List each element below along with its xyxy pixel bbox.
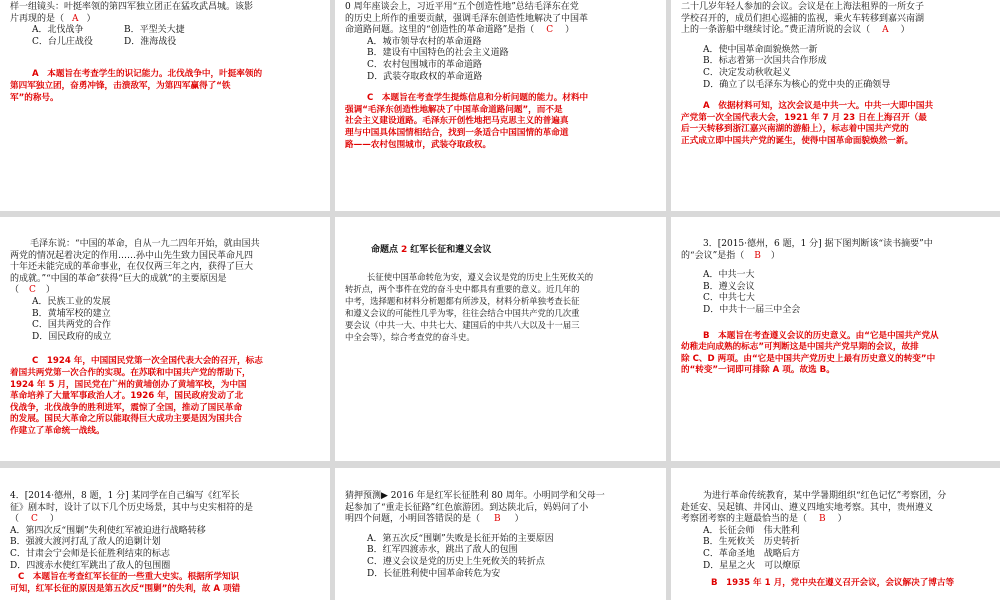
option: C．农村包围城市的革命道路 bbox=[367, 59, 482, 70]
explanation: B 1935 年 1 月，党中央在遵义召开会议，会议解决了博古等 bbox=[711, 578, 955, 589]
question-line: 起参加了“重走长征路”红色旅游团。到达陕北后，妈妈问了小 bbox=[345, 502, 589, 513]
section-intro: 长征使中国革命转危为安，遵义会议是党的历史上生死攸关的 转折点，两个事件在党的奋斗史中都具有重要的意义。近几年的 中考，选择题和材料分析题都有所涉及，材料分析单独考查长征 和遵义会议的可能性几乎为零，往往会结合中国共产党的几次重 要会议（中共一大、中共七大、建国后的中共八大以及十一届三 中全会等），综合考查党的奋斗史。 bbox=[345, 271, 594, 342]
options bbox=[10, 297, 320, 343]
explanation: A 本题旨在考查学生的识记能力。北伐战争中，叶挺率领的 第四军独立团，奋勇冲锋，击溃敌军，为第四军赢得了“铁 军”的称号。 bbox=[10, 69, 263, 103]
question-line: 0 周年座谈会上，习近平用“五个创造性地”总结毛泽东在党 bbox=[345, 2, 579, 12]
option: C．决定发动秋收起义 bbox=[703, 67, 791, 78]
option: A．使中国革命面貌焕然一新 bbox=[703, 44, 818, 55]
question-line: 明四个问题，小明回答错误的是（ B ） bbox=[345, 514, 524, 525]
option: D．淮海战役 bbox=[124, 36, 177, 47]
option: B．标志着第一次国共合作形成 bbox=[703, 56, 827, 67]
answer-letter: A bbox=[882, 25, 889, 36]
option: C．国共两党的合作 bbox=[32, 320, 111, 331]
option: D．星星之火 可以燎原 bbox=[703, 560, 801, 571]
question-line: 学校召开的，成员们担心巡捕的监视，乘火车转移到嘉兴南湖 bbox=[681, 13, 925, 24]
question-line: 片再现的是（ A ） bbox=[10, 13, 96, 24]
options-row bbox=[10, 25, 320, 37]
option: D．四渡赤水使红军跳出了敌人的包围圈 bbox=[10, 560, 171, 571]
question-line: 二十几岁年轻人参加的会议。会议是在上海法租界的一所女子 bbox=[681, 2, 925, 12]
option: C．中共七大 bbox=[703, 293, 755, 304]
option: B．黄埔军校的建立 bbox=[32, 308, 111, 319]
option: C．革命圣地 战略后方 bbox=[703, 548, 800, 559]
options bbox=[681, 526, 990, 572]
question-line: 4．[2014·德州，8 题，1 分] 某同学在自己编写《红军长 bbox=[10, 491, 240, 501]
options bbox=[345, 534, 656, 580]
option: B．红军四渡赤水，跳出了敌人的包围 bbox=[367, 545, 518, 556]
explanation: A 依据材料可知，这次会议是中共一大。中共一大即中国共 产党第一次全国代表大会，1921 年 7 月 23 日在上海召开（最 后一天转移到浙江嘉兴南湖的游船上），标志着中国共产党的 正式成立即中国共产党的诞生，使得中国革命面貌焕然一新。 bbox=[681, 101, 934, 146]
section-heading: 命题点 2 红军长征和遵义会议 bbox=[371, 245, 492, 255]
slide-2 bbox=[335, 0, 666, 211]
answer-letter: B bbox=[819, 514, 826, 525]
option: D．长征胜利使中国革命转危为安 bbox=[367, 568, 501, 579]
slide-5 bbox=[335, 217, 666, 461]
explanation: C 本题旨在考查红军长征的一些重大史实。根据所学知识 可知，红军长征的原因是第五次反“围剿”的失利，故 A 项错 bbox=[10, 572, 241, 594]
options bbox=[681, 270, 990, 316]
option: C．台儿庄战役 bbox=[32, 36, 93, 47]
question-line: 上的一条游船中继续讨论。”费正清所说的会议（ A ） bbox=[681, 25, 910, 36]
slide-1 bbox=[0, 0, 330, 211]
option: A．中共一大 bbox=[703, 270, 755, 281]
option: D．确立了以毛泽东为核心的党中央的正确领导 bbox=[703, 79, 891, 90]
slide-3 bbox=[671, 0, 1000, 211]
slide-7 bbox=[0, 468, 330, 600]
explanation: C 本题旨在考查学生提炼信息和分析问题的能力。材料中 强调“毛泽东创造性地解决了中国革命道路问题”，而不是 社会主义建设道路。毛泽东开创性地把马克思主义的普遍真 理与中国具体国情相结合，找到一条适合中国国情的革命道 路——农村包围城市，武装夺取政权。 bbox=[345, 93, 589, 150]
option: C．甘肃会宁会师是长征胜利结束的标志 bbox=[10, 548, 170, 559]
question-line: 两党的情况起着决定的作用……孙中山先生致力国民革命凡四 bbox=[10, 250, 254, 261]
options bbox=[345, 37, 656, 83]
question-line: 的成就。”“中国的革命”获得“巨大的成就”的主要原因是 bbox=[10, 273, 227, 284]
question-line: 赴延安、吴起镇、井冈山、遵义四地实地考察。其中，贵州遵义 bbox=[681, 502, 934, 513]
answer-letter: B bbox=[754, 250, 761, 261]
option: D．国民政府的成立 bbox=[32, 331, 112, 342]
question-line: 3．[2015·德州，6 题，1 分] 据下图判断该“读书摘要”中 bbox=[703, 239, 933, 249]
question-line: （ C ） bbox=[10, 514, 59, 525]
answer-letter: C bbox=[29, 285, 36, 296]
answer-letter: C bbox=[546, 25, 554, 36]
question-line: 十年还未能完成的革命事业，在仅仅两三年之内，获得了巨大 bbox=[10, 262, 254, 273]
option: C．遵义会议是党的历史上生死攸关的转折点 bbox=[367, 556, 545, 567]
option: D．武装夺取政权的革命道路 bbox=[367, 71, 483, 82]
question-line: 猜押预测▶ 2016 年是红军长征胜利 80 周年。小明同学和父母一 bbox=[345, 491, 605, 501]
answer-letter: A bbox=[72, 13, 79, 24]
question-line: 样一组镜头：叶挺率领的第四军独立团正在猛攻武昌城。该影 bbox=[10, 2, 254, 12]
option: B．平型关大捷 bbox=[124, 25, 185, 36]
question-line: 为进行革命传统教育，某中学暑期组织“红色记忆”考察团，分 bbox=[703, 491, 947, 501]
explanation: B 本题旨在考查遵义会议的历史意义。由“它是中国共产党从 幼稚走向成熟的标志”可判断这是中国共产党早期的会议，故排 除 C、D 两项。由“它是中国共产党历史上最有历史意义的转变”中 的“转变”一词即可排除 A 项。故选 B。 bbox=[681, 330, 939, 376]
slide-4 bbox=[0, 217, 330, 461]
option: A．民族工业的发展 bbox=[32, 296, 111, 307]
question-line: （ C ） bbox=[10, 285, 55, 296]
question-line: 征》剧本时，设计了以下几个历史场景，其中与史实相符的是 bbox=[10, 502, 254, 513]
options bbox=[681, 45, 990, 91]
option: B．遵义会议 bbox=[703, 281, 755, 292]
option: A．第五次反“围剿”失败是长征开始的主要原因 bbox=[367, 533, 554, 544]
question-line: 命道路问题。这里的“创造性的革命道路”是指（ C ） bbox=[345, 25, 575, 36]
options-row bbox=[10, 37, 320, 49]
question-line: 毛泽东说：“中国的革命，自从一九二四年开始，就由国共 bbox=[30, 239, 260, 249]
answer-letter: C bbox=[31, 514, 38, 525]
slide-6 bbox=[671, 217, 1000, 461]
option: B．强渡大渡河打乱了敌人的追剿计划 bbox=[10, 537, 161, 548]
option: B．生死攸关 历史转折 bbox=[703, 537, 800, 548]
question-line: 考察团考察的主题最恰当的是（ B ） bbox=[681, 514, 847, 525]
answer-letter: B bbox=[494, 514, 501, 525]
question-line: 的“会议”是指（ B ） bbox=[681, 250, 780, 261]
slide-8 bbox=[335, 468, 666, 600]
option: B．建设有中国特色的社会主义道路 bbox=[367, 48, 509, 59]
option: A．北伐战争 bbox=[32, 25, 84, 36]
option: A．长征会师 伟大胜利 bbox=[703, 525, 800, 536]
option: A．第四次反“围剿”失利使红军被迫进行战略转移 bbox=[10, 525, 206, 536]
explanation: C 1924 年，中国国民党第一次全国代表大会的召开，标志 着国共两党第一次合作的实现。在苏联和中国共产党的帮助下， 1924 年 5 月，国民党在广州的黄埔创办了黄埔军校，为中国 革命培养了大量军事政治人才。1926 年，国民政府发动了北 伐战争，北伐战争的胜利进军，震惊了全国，推动了国民革命 的发展。国民大革命之所以能取得巨大成功主要是因为国共合 作建立了革命统一战线。 bbox=[10, 356, 263, 436]
question-line: 的历史上所作的重要贡献，强调毛泽东创造性地解决了中国革 bbox=[345, 13, 589, 24]
option: D．中共十一届三中全会 bbox=[703, 304, 801, 315]
slide-9 bbox=[671, 468, 1000, 600]
option: A．城市领导农村的革命道路 bbox=[367, 36, 482, 47]
